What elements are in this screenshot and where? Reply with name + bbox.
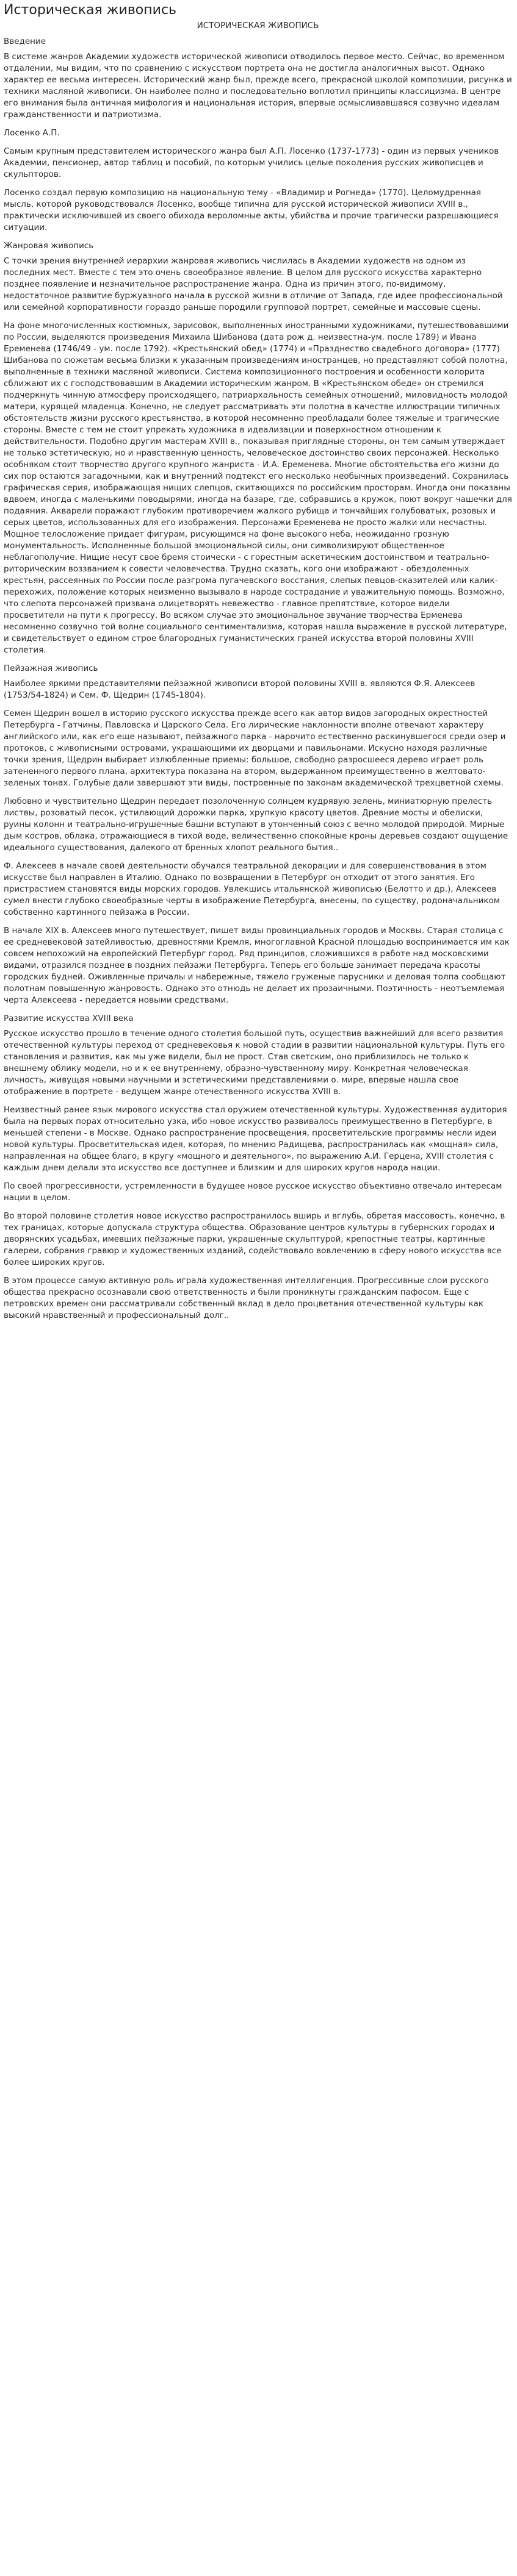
paragraph: На фоне многочисленных костюмных, зарисовок, выполненных иностранными художниками, путешествовавшими по России, выделяются произведения Михаила Шибанова (дата рож д. неизвестна-ум. после 1789) и Ивана Еременева (1746/49 - ум. после 1792). «Крестьянский обед» (1774) и «Празднество свадебного договора» (1777) Шибанова по сюжетам весьма близки к указанным произведениям иностранцев, но представляют собой полотна, выполненные в техники масляной живописи. Система композиционного построения и особенности колорита сближают их с господствовавшим в Академии историческим жанром. В «Крестьянском обеде» он стремился подчеркнуть чинную атмосферу происходящего, патриархальность семейных отношений, миловидность молодой матери, курящей младенца. Конечно, не следует рассматривать эти полотна в качестве иллюстрации типичных обстоятельств жизни русского крестьянства, в которой несомненно преобладали более тяжелые и трагические стороны. Вместе с тем не стоит упрекать художника в идеализации и поверхностном отношении к действительности. Подобно другим мастерам XVIII в., показывая приглядные стороны, он тем самым утверждает не только эстетическую, но и нравственную ценность, человеческое достоинство своих персонажей. Несколько особняком стоит творчество другого крупного жанриста - И.А. Еременева. Многие обстоятельства его жизни до сих пор остаются загадочными, как и внутренний подтекст его несколько необычных произведений. Сохранилась графическая серия, изображающая нищих слепцов, скитающихся по российским просторам. Иногда они показаны вдвоем, иногда с маленькими поводырями, иногда на базаре, где, собравшись в кружок, поют вокруг чашечки для подаяния. Акварели поражают глубоким противоречием жалкого рубища и тончайших голубоватых, розовых и серых цветов, использованных для его изображения. Персонажи Еременева не просто жалки или несчастны. Мощное телосложение придает фигурам, рисующимся на фоне высокого неба, неожиданно грозную монументальность. Исполненные большой эмоциональной силы, они символизируют общественное неблагополучие. Нищие несут свое бремя стоически - с горестным аскетическим достоинством и театрально-риторическим воззванием к совести человечества. Трудно сказать, кого они изображают - обездоленных крестьян, рассеянных по России после разгрома пугачевского восстания, слепых певцов-сказителей или калик-перехожих, положение которых неизменно вызывало в народе сострадание и уважительную помощь. Возможно, что слепота персонажей призвана олицетворять невежество - главное препятствие, которое видели просветители на пути к прогрессу. Во всяком случае это эмоциональное звучание творчества Ерменева несомненно созвучно той волне социального сентиментализма, которая нашла выражение в русской литературе, и свидетельствует о едином строе благородных гуманистических граней искусства второй половины XVIII столетия. <box>4 321 512 655</box>
page-title: Историческая живопись <box>4 2 177 18</box>
paragraph: В этом процессе самую активную роль играла художественная интеллигенция. Прогрессивные слои русского общества прекрасно осознавали свою ответственность и были проникнуты гражданским пафосом. Еще с петровских времен они рассматривали собственный вклад в дело процветания отечественной культуры как высокий нравственный и профессиональный долг.. <box>4 1276 489 1320</box>
section-heading: Жанровая живопись <box>4 241 94 251</box>
paragraph: Неизвестный ранее язык мирового искусства стал оружием отечественной культуры. Художественная аудитория была на первых порах относительно узка, ибо новое искусство развивалось преимущественно в Петербурге, в меньшей степени - в Москве. Однако распространение просвещения, просветительские программы несли идеи новой культуры. Просветительская идея, которая, по мнению Радищева, распространилась как «мощная» сила, направленная на общее благо, в кругу «мощного и деятельного», по выражению А.И. Герцена, XVIII столетия с каждым днем делали это искусство все доступнее и близким и для широких кругов народа нации. <box>4 1105 507 1173</box>
paragraph: По своей прогрессивности, устремленности в будущее новое русское искусство объективно отвечало интересам нации в целом. <box>4 1181 502 1203</box>
section-heading: Развитие искусства XVIII века <box>4 1014 134 1023</box>
paragraph: Самым крупным представителем исторического жанра был А.П. Лосенко (1737-1773) - один из первых учеников Академии, пенсионер, автор таблиц и пособий, по которым учились целые поколения русских живописцев и скульпторов. <box>4 146 499 179</box>
section-heading: Введение <box>4 37 46 46</box>
paragraph: Наиболее яркими представителями пейзажной живописи второй половины XVIII в. являются Ф.Я. Алексеев (1753/54-1824) и Сем. Ф. Щедрин (1745-1804). <box>4 679 475 700</box>
paragraph: Лосенко А.П. <box>4 128 60 138</box>
document-heading: ИСТОРИЧЕСКАЯ ЖИВОПИСЬ <box>197 21 319 30</box>
paragraph: Любовно и чувствительно Щедрин передает позолоченную солнцем кудрявую зелень, миниатюрную прелесть листвы, розоватый песок, устилающий дорожки парка, хрупкую красоту цветов. Древние мосты и обелиски, руины колонн и театрально-игрушечные башни вступают в утонченный союз с вечно молодой природой. Мирные дым костров, облака, отражающиеся в тихой воде, величественно спокойные кроны деревьев создают ощущение идеального существования, далекого от бренных хлопот реального бытия.. <box>4 796 508 853</box>
paragraph: Во второй половине столетия новое искусство распространилось вширь и вглубь, обретая массовость, конечно, в тех границах, которые допускала структура общества. Образование центров культуры в губернских городах и дворянских усадьбах, имевших пейзажные парки, украшенные скульптурой, крепостные театры, картинные галереи, собрания гравюр и художественных изданий, содействовало вовлечению в сферу нового искусства все более широких кругов. <box>4 1211 505 1267</box>
paragraph: В системе жанров Академии художеств исторической живописи отводилось первое место. Сейчас, во временном отдалении, мы видим, что по сравнению с искусством портрета она не достигла аналогичных высот. Однако характер ее весьма интересен. Исторический жанр был, прежде всего, прекрасной школой композиции, рисунка и техники масляной живописи. Он наиболее полно и последовательно воплотил принципы классицизма. В центре его внимания была античная мифология и национальная история, впервые осмысливавшаяся созвучно идеалам гражданственности и патриотизма. <box>4 52 512 120</box>
paragraph: Семен Щедрин вошел в историю русского искусства прежде всего как автор видов загородных окрестностей Петербурга - Гатчины, Павловска и Царского Села. Его лирические наклонности вполне отвечают характеру английского или, как его еще называют, пейзажного парка - нарочито естественно раскинувшегося среди озер и протоков, с живописными островами, украшающими их дворцами и павильонами. Искусно находя различные точки зрения, Щедрин выбирает излюбленные приемы: большое, свободно разросшееся дерево играет роль затененного первого плана, архитектура показана на втором, выдержанном преимущественно в желтовато-зеленых тонах. Голубые дали завершают эти виды, построенные по законам академической трехцветной схемы. <box>4 709 506 788</box>
paragraph: Ф. Алексеев в начале своей деятельности обучался театральной декорации и для совершенствования в этом искусстве был направлен в Италию. Однако по возвращении в Петербург он отходит от этого занятия. Его пристрастием становятся виды морских городов. Увлекшись итальянской живописью (Белотто и др.), Алексеев сумел внести глубоко своеобразные черты в изображение Петербурга, внесены, по существу, родоначальником собственно картинного пейзажа в России. <box>4 861 500 917</box>
paragraph: Лосенко создал первую композицию на национальную тему - «Владимир и Рогнеда» (1770). Целомудренная мысль, которой руководствовался Лосенко, вообще типична для русской исторической живописи XVIII в., практически исключившей из своего обихода вероломные акты, убийства и прочие трагически разрешающиеся ситуации. <box>4 188 499 232</box>
paragraph: С точки зрения внутренней иерархии жанровая живопись числилась в Академии художеств на одном из последних мест. Вместе с тем это очень своеобразное явление. В целом для русского искусства характерно позднее появление и незначительное распространение жанра. Одна из причин этого, по-видимому, недостаточное развитие буржуазного начала в русской жизни в отличие от Запада, где идее профессиональной или семейной корпоративности гораздо раньше породили групповой портрет, семейные и массовые сцены. <box>4 256 503 312</box>
paragraph: Русское искусство прошло в течение одного столетия большой путь, осуществив важнейший для всего развития отечественной культуры переход от средневековья к новой стадии в развитии национальной культуры. Путь его становления и развития, как мы уже видели, был не прост. Став светским, оно приблизилось не только к внешнему облику модели, но и к ее внутреннему, образно-чувственному миру. Конкретная человеческая личность, живущая новыми научными и эстетическими представлениями о. мире, впервые нашла свое отображение в портрете - ведущем жанре отечественного искусства XVIII в. <box>4 1029 505 1097</box>
section-heading: Пейзажная живопись <box>4 664 98 673</box>
article-body <box>4 36 512 1322</box>
paragraph: В начале XIX в. Алексеев много путешествует, пишет виды провинциальных городов и Москвы. Старая столица с ее средневековой затейливостью, древностями Кремля, многоглавной Красной площадью воспринимается им как совсем непохожий на европейский Петербург город. Ряд принципов, сложившихся в работе над московскими видами, отразился позднее в поздних пейзажи Петербурга. Теперь его больше занимает передача красоты городских будней. Оживленные причалы и набережные, тяжело груженые парусники и деловая толпа сообщают полотнам повышенную жанровость. Однако это отнюдь не делает их прозаичными. Поэтичность - неотъемлемая черта Алексеева - передается новыми средствами. <box>4 926 510 1005</box>
